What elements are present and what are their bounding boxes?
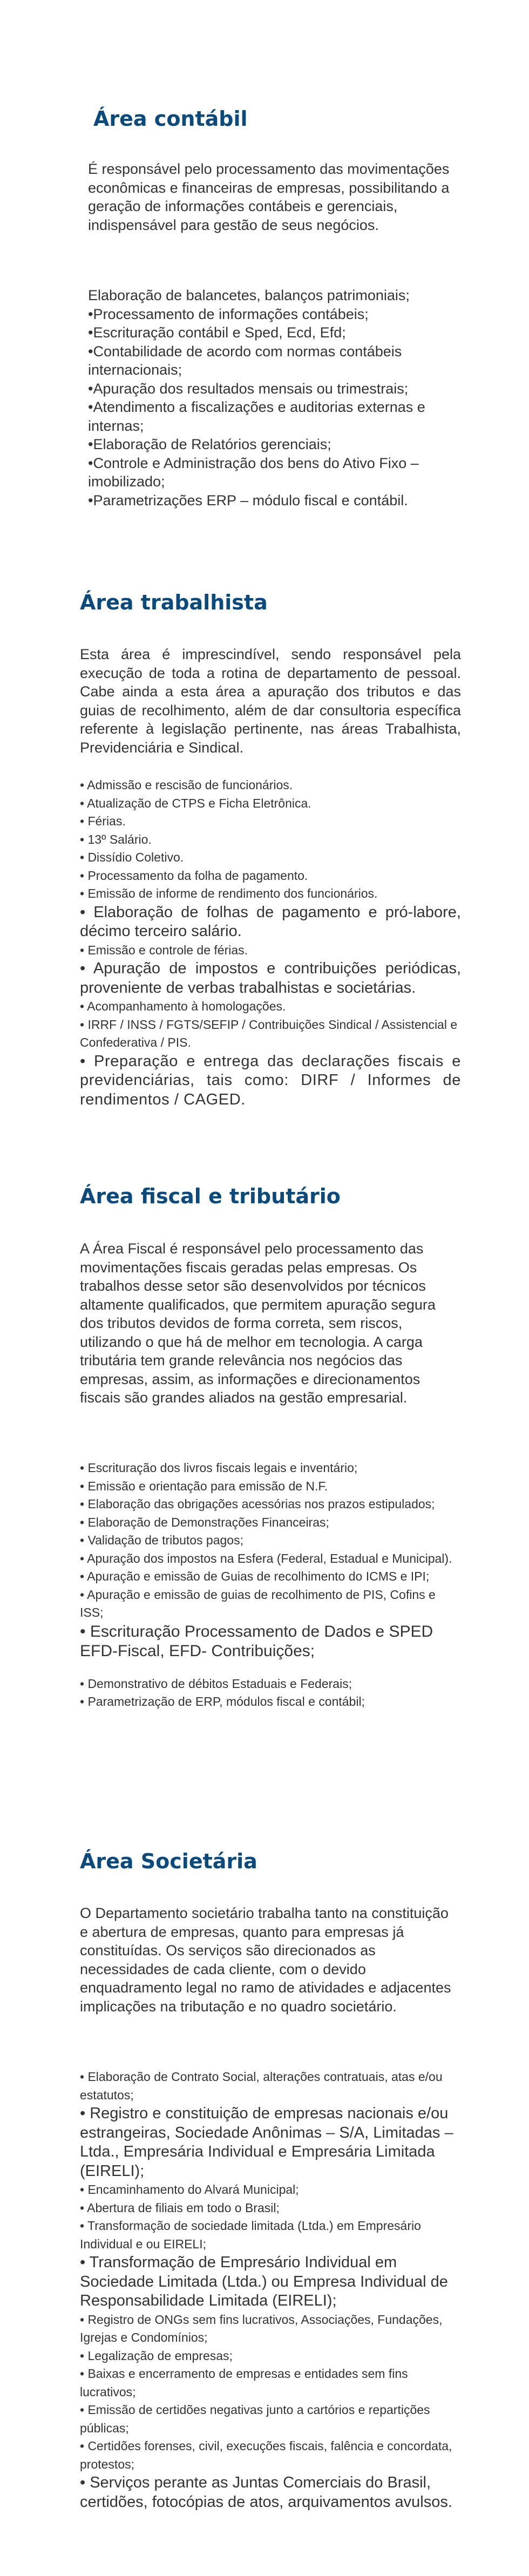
- list-item: • Baixas e encerramento de empresas e entidades sem fins lucrativos;: [80, 2367, 408, 2399]
- list-item: • Elaboração das obrigações acessórias nos prazos estipulados;: [80, 1497, 435, 1511]
- list-item: • Admissão e rescisão de funcionários.: [80, 778, 293, 792]
- list-item: •Elaboração de Relatórios gerenciais;: [88, 436, 331, 452]
- list-item: • Apuração e emissão de Guias de recolhimento do ICMS e IPI;: [80, 1569, 430, 1583]
- list-item: • 13º Salário.: [80, 832, 152, 846]
- list-fiscal: [80, 1459, 458, 1711]
- list-item: • Certidões forenses, civil, execuções fiscais, falência e concordata, protestos;: [80, 2439, 452, 2471]
- list-item: • Elaboração de Demonstrações Financeiras;: [80, 1515, 329, 1529]
- list-trabalhista: [80, 776, 461, 1109]
- list-item: • Escrituração Processamento de Dados e SPED EFD-Fiscal, EFD- Contribuições;: [80, 1622, 433, 1660]
- section-intro-societaria: O Departamento societário trabalha tanto na constituição e abertura de empresas, quanto para empresas já constituídas. Os serviços são direcionados as necessidades de cada cliente, com o devido enquadramento legal no ramo de atividades e adjacentes implicações na tributação e no quadro societário.: [80, 1905, 451, 2015]
- list-item: • Registro e constituição de empresas nacionais e/ou estrangeiras, Sociedade Anônimas – S/A, Limitadas – Ltda., Empresária Individual e Empresária Limitada (EIRELI);: [80, 2105, 453, 2180]
- list-item: •Controle e Administração dos bens do Ativo Fixo – imobilizado;: [88, 455, 419, 490]
- list-item: • Emissão de informe de rendimento dos funcionários.: [80, 886, 378, 900]
- list-item: • Elaboração de Contrato Social, alterações contratuais, atas e/ou estatutos;: [80, 2070, 443, 2102]
- list-item: • Preparação e entrega das declarações fiscais e previdenciárias, tais como: DIRF / Informes de rendimentos / CAGED.: [80, 1052, 461, 1108]
- list-item: • Emissão e orientação para emissão de N.F.: [80, 1479, 328, 1493]
- list-item: • Apuração dos impostos na Esfera (Federal, Estadual e Municipal).: [80, 1551, 452, 1565]
- list-item: • Emissão e controle de férias.: [80, 943, 248, 957]
- list-item: • Elaboração de folhas de pagamento e pró-labore, décimo terceiro salário.: [80, 903, 461, 940]
- list-item: •Atendimento a fiscalizações e auditorias externas e internas;: [88, 399, 425, 434]
- list-societaria: [80, 2068, 458, 2512]
- section-title-societaria: Área Societária: [80, 1849, 257, 1873]
- list-item: •Processamento de informações contábeis;: [88, 306, 369, 322]
- list-item: • Demonstrativo de débitos Estaduais e Federais;: [80, 1676, 352, 1691]
- section-title-trabalhista: Área trabalhista: [80, 591, 268, 614]
- list-item: • Parametrização de ERP, módulos fiscal e contábil;: [80, 1694, 365, 1709]
- list-item: • Processamento da folha de pagamento.: [80, 868, 308, 883]
- list-item: • Encaminhamento do Alvará Municipal;: [80, 2182, 299, 2197]
- section-title-fiscal: Área fiscal e tributário: [80, 1184, 341, 1208]
- list-item: • Escrituração dos livros fiscais legais e inventário;: [80, 1461, 358, 1475]
- list-item: •Escrituração contábil e Sped, Ecd, Efd;: [88, 324, 346, 341]
- list-item: Elaboração de balancetes, balanços patrimoniais;: [88, 287, 410, 303]
- list-item: • Abertura de filiais em todo o Brasil;: [80, 2200, 280, 2215]
- list-item: • Apuração e emissão de guias de recolhimento de PIS, Cofins e ISS;: [80, 1587, 436, 1619]
- list-item: • Serviços perante as Juntas Comerciais do Brasil, certidões, fotocópias de atos, arquivamentos avulsos.: [80, 2474, 452, 2511]
- list-item: • Acompanhamento à homologações.: [80, 999, 286, 1013]
- list-item: •Parametrizações ERP – módulo fiscal e contábil.: [88, 492, 408, 509]
- section-intro-trabalhista: Esta área é imprescindível, sendo responsável pela execução de toda a rotina de departamento de pessoal. Cabe ainda a esta área a apuração dos tributos e das guias de recolhimento, além de dar consultoria específica referente à legislação pertinente, nas áreas Trabalhista, Previdenciária e Sindical.: [80, 646, 461, 756]
- list-item: • Transformação de sociedade limitada (Ltda.) em Empresário Individual e ou EIRELI;: [80, 2219, 421, 2251]
- section-intro-contabil: É responsável pelo processamento das movimentações econômicas e financeiras de empresas, possibilitando a geração de informações contábeis e gerenciais, indispensável para gestão de seus negócios.: [88, 161, 450, 233]
- section-title-contabil: Área contábil: [93, 107, 248, 131]
- list-item: • Registro de ONGs sem fins lucrativos, Associações, Fundações, Igrejas e Condomínios;: [80, 2312, 443, 2344]
- list-contabil: [88, 286, 455, 510]
- list-item: • Atualização de CTPS e Ficha Eletrônica.: [80, 796, 311, 810]
- list-item: • Legalização de empresas;: [80, 2348, 233, 2363]
- list-item: • Apuração de impostos e contribuições periódicas, proveniente de verbas trabalhistas e societárias.: [80, 960, 461, 996]
- list-item: • Emissão de certidões negativas junto a cartórios e repartições públicas;: [80, 2403, 430, 2435]
- list-item: • IRRF / INSS / FGTS/SEFIP / Contribuições Sindical / Assistencial e Confederativa / PIS.: [80, 1017, 458, 1049]
- list-item: • Transformação de Empresário Individual em Sociedade Limitada (Ltda.) ou Empresa Individual de Responsabilidade Limitada (EIRELI);: [80, 2254, 448, 2309]
- section-intro-fiscal: A Área Fiscal é responsável pelo processamento das movimentações fiscais geradas pelas empresas. Os trabalhos desse setor são desenvolvidos por técnicos altamente qualificados, que permitem apuração segura dos tributos devidos de forma correta, sem riscos, utilizando o que há de melhor em tecnologia. A carga tributária tem grande relevância nos negócios das empresas, assim, as informações e direcionamentos fiscais são grandes aliados na gestão empresarial.: [80, 1240, 436, 1406]
- list-item: •Contabilidade de acordo com normas contábeis internacionais;: [88, 343, 402, 378]
- list-item: • Dissídio Coletivo.: [80, 850, 184, 864]
- list-item: • Férias.: [80, 814, 126, 828]
- list-item: • Validação de tributos pagos;: [80, 1533, 243, 1547]
- list-item: •Apuração dos resultados mensais ou trimestrais;: [88, 380, 409, 397]
